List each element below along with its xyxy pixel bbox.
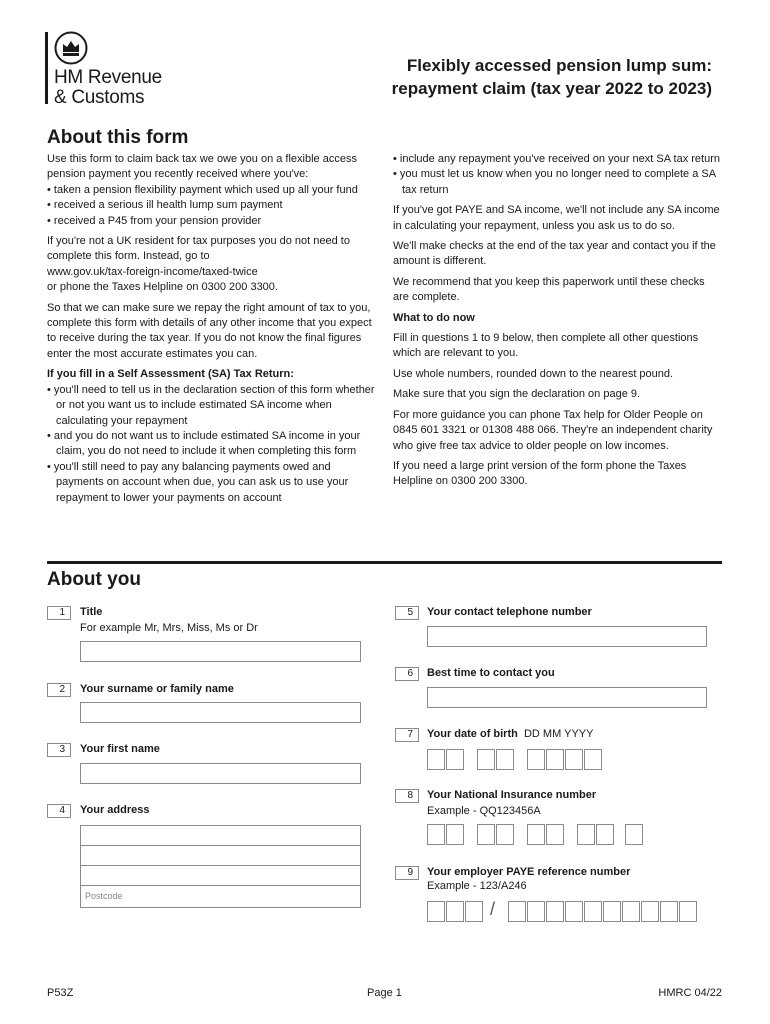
ni-char-box[interactable] (477, 824, 495, 845)
helpline-text: or phone the Taxes Helpline on 0300 200 3300. (47, 281, 278, 294)
bullet-item: • include any repayment you've received on your next SA tax return (393, 152, 723, 167)
form-code: P53Z (47, 987, 74, 999)
address-line-2-input[interactable] (80, 845, 361, 866)
page-number: Page 1 (367, 987, 402, 999)
logo-text-customs: & Customs (54, 87, 145, 108)
telephone-input[interactable] (427, 626, 707, 647)
q3-label: Your first name (80, 743, 160, 755)
paye-separator: / (490, 899, 496, 919)
surname-input[interactable] (80, 702, 361, 723)
q1-label: Title (80, 606, 103, 618)
ni-char-box[interactable] (577, 824, 595, 845)
q8-label: Your National Insurance number (427, 789, 597, 801)
first-name-input[interactable] (80, 763, 361, 784)
address-line-1-input[interactable] (80, 825, 361, 846)
non-resident-paragraph (47, 234, 377, 296)
question-number-4: 4 (47, 804, 71, 818)
paye-office-box[interactable] (446, 901, 464, 922)
ni-char-box[interactable] (446, 824, 464, 845)
what-to-do-heading: What to do now (393, 311, 475, 324)
paye-ref-box[interactable] (679, 901, 697, 922)
q7-label-text: Your date of birth (427, 728, 518, 740)
question-number-6: 6 (395, 667, 419, 681)
bullet-item: • you'll need to tell us in the declaration section of this form whether or not you want us to include estimated SA income when calculating your repayment (47, 383, 377, 429)
q2-label: Your surname or family name (80, 683, 234, 695)
best-time-input[interactable] (427, 687, 707, 708)
paye-ref-box[interactable] (527, 901, 545, 922)
q8-hint: Example - QQ123456A (427, 805, 541, 817)
paye-office-box[interactable] (427, 901, 445, 922)
ni-char-box[interactable] (527, 824, 545, 845)
q9-hint: Example - 123/A246 (427, 880, 527, 892)
large-print-paragraph: If you need a large print version of the form phone the Taxes Helpline on 0300 200 3300. (393, 459, 687, 488)
paye-office-box[interactable] (465, 901, 483, 922)
paye-ref-box[interactable] (603, 901, 621, 922)
section-divider (47, 561, 722, 564)
paye-paragraph: If you've got PAYE and SA income, we'll not include any SA income in calculating your repayment, unless you ask us to do so. (393, 204, 720, 232)
bullet-item: • received a serious ill health lump sum payment (47, 198, 377, 213)
address-line-3-input[interactable] (80, 865, 361, 886)
bullet-item: • received a P45 from your pension provider (47, 214, 377, 229)
non-resident-text: If you're not a UK resident for tax purposes you do not need to complete this form. Instead, go to (47, 235, 350, 263)
about-form-right-column (393, 152, 723, 495)
q9-label: Your employer PAYE reference number (427, 866, 631, 878)
fill-in-paragraph: Fill in questions 1 to 9 below, then complete all other questions which are relevant to you. (393, 332, 699, 360)
ni-char-box[interactable] (496, 824, 514, 845)
paye-ref-box[interactable] (508, 901, 526, 922)
dob-month-box[interactable] (496, 749, 514, 770)
ni-char-box[interactable] (625, 824, 643, 845)
dob-year-box[interactable] (565, 749, 583, 770)
guidance-paragraph: For more guidance you can phone Tax help for Older People on 0845 601 3321 or 01308 488 066. They're an independent charity who give free tax advice to older people on low incomes. (393, 408, 713, 452)
question-number-2: 2 (47, 683, 71, 697)
title-input[interactable] (80, 641, 361, 662)
q5-label: Your contact telephone number (427, 606, 592, 618)
dob-year-box[interactable] (584, 749, 602, 770)
bullet-item: • you must let us know when you no longer need to complete a SA tax return (393, 167, 723, 198)
paye-ref-box[interactable] (584, 901, 602, 922)
dob-month-box[interactable] (477, 749, 495, 770)
paye-ref-box[interactable] (622, 901, 640, 922)
about-this-form-heading: About this form (47, 127, 189, 148)
q7-label (427, 728, 593, 740)
ni-char-box[interactable] (596, 824, 614, 845)
gov-url-link[interactable]: www.gov.uk/tax-foreign-income/taxed-twice (47, 265, 258, 278)
question-number-7: 7 (395, 728, 419, 742)
question-number-1: 1 (47, 606, 71, 620)
about-form-left-column (47, 152, 377, 506)
q7-hint: DD MM YYYY (523, 728, 594, 740)
sa-heading: If you fill in a Self Assessment (SA) Tax Return: (47, 368, 294, 381)
question-number-8: 8 (395, 789, 419, 803)
bullet-item: • taken a pension flexibility payment which used up all your fund (47, 183, 377, 198)
q1-hint: For example Mr, Mrs, Miss, Ms or Dr (80, 622, 258, 634)
keep-paperwork-paragraph: We recommend that you keep this paperwork until these checks are complete. (393, 275, 705, 304)
paye-ref-box[interactable] (565, 901, 583, 922)
dob-year-box[interactable] (546, 749, 564, 770)
sign-declaration-paragraph: Make sure that you sign the declaration on page 9. (393, 388, 641, 401)
repay-paragraph: So that we can make sure we repay the right amount of tax to you, complete this form with details of any other income that you expect to receive during the tax year. If you do not know the final figures enter the most accurate estimates you can. (47, 301, 372, 360)
paye-ref-box[interactable] (660, 901, 678, 922)
dob-day-box[interactable] (427, 749, 445, 770)
form-title-line2: repayment claim (tax year 2022 to 2023) (391, 79, 712, 98)
royal-crest-icon (54, 31, 88, 65)
logo-rule (45, 32, 48, 104)
question-number-9: 9 (395, 866, 419, 880)
q4-label: Your address (80, 804, 150, 816)
dob-year-box[interactable] (527, 749, 545, 770)
paye-ref-box[interactable] (641, 901, 659, 922)
question-number-5: 5 (395, 606, 419, 620)
ni-char-box[interactable] (427, 824, 445, 845)
logo-text-hm-revenue: HM Revenue (54, 67, 162, 88)
whole-numbers-paragraph: Use whole numbers, rounded down to the nearest pound. (393, 367, 674, 380)
about-you-heading: About you (47, 569, 141, 590)
dob-day-box[interactable] (446, 749, 464, 770)
postcode-input[interactable]: Postcode (80, 885, 361, 908)
form-title-line1: Flexibly accessed pension lump sum: (406, 56, 712, 75)
paye-ref-box[interactable] (546, 901, 564, 922)
form-version: HMRC 04/22 (658, 987, 722, 999)
ni-char-box[interactable] (546, 824, 564, 845)
checks-paragraph: We'll make checks at the end of the tax year and contact you if the amount is different. (393, 240, 716, 268)
question-number-3: 3 (47, 743, 71, 757)
q6-label: Best time to contact you (427, 667, 555, 679)
intro-paragraph: Use this form to claim back tax we owe you on a flexible access pension payment you recently received where you've: (47, 153, 357, 181)
bullet-item: • and you do not want us to include estimated SA income in your claim, you do not need to include it when completing this form (47, 429, 377, 460)
bullet-item: • you'll still need to pay any balancing payments owed and payments on account when due, you can ask us to use your repayment to lower your payments on account (47, 460, 377, 506)
